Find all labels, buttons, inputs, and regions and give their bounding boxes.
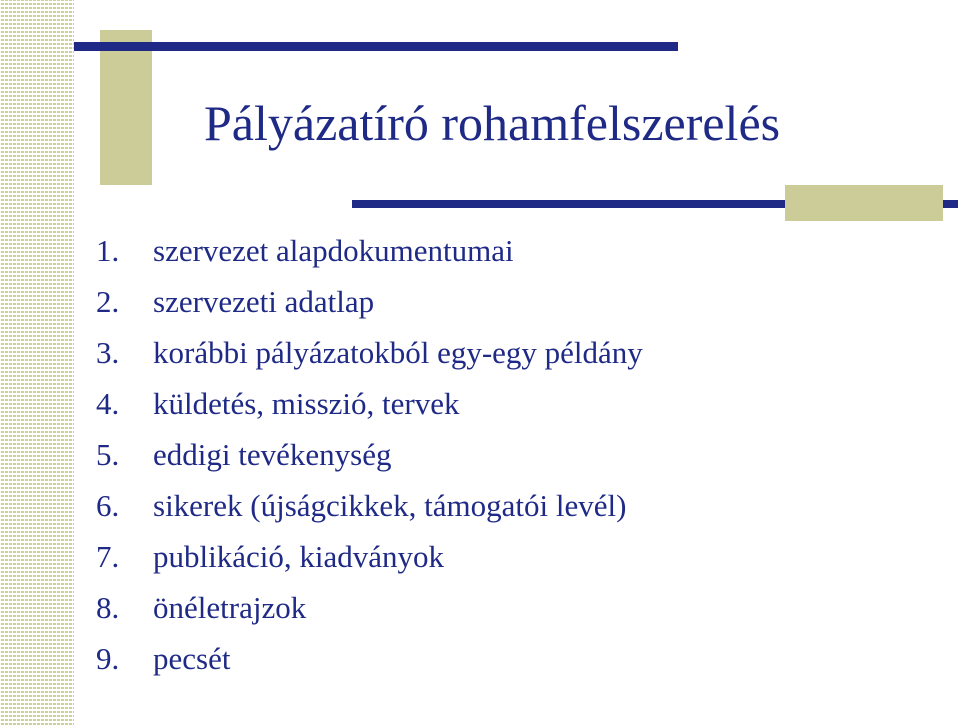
title-accent-block <box>100 30 152 185</box>
list-item <box>96 582 643 633</box>
list-item <box>96 633 643 684</box>
list-item-text: küldetés, misszió, tervek <box>153 386 460 421</box>
list-item-number: 7. <box>96 539 120 574</box>
list-item-number: 3. <box>96 335 120 370</box>
list-item-text: sikerek (újságcikkek, támogatói levél) <box>153 488 627 523</box>
list-item-text: publikáció, kiadványok <box>153 539 444 574</box>
list-item <box>96 480 643 531</box>
list-item <box>96 378 643 429</box>
list-item-number: 2. <box>96 284 120 319</box>
slide-title: Pályázatíró rohamfelszerelés <box>204 95 781 151</box>
list-item-text: szervezeti adatlap <box>153 284 375 319</box>
list-item <box>96 327 643 378</box>
numbered-list <box>96 225 643 684</box>
list-item-text: szervezet alapdokumentumai <box>153 233 514 268</box>
list-item <box>96 531 643 582</box>
list-item-text: korábbi pályázatokból egy-egy példány <box>153 335 643 370</box>
left-decorative-stripe <box>0 0 74 725</box>
list-item-number: 4. <box>96 386 120 421</box>
list-item-number: 8. <box>96 590 120 625</box>
list-item-number: 9. <box>96 641 120 676</box>
list-item <box>96 225 643 276</box>
list-item <box>96 276 643 327</box>
right-accent-block <box>785 185 943 221</box>
list-item-text: pecsét <box>153 641 231 676</box>
list-item <box>96 429 643 480</box>
list-item-number: 5. <box>96 437 120 472</box>
top-rule-line <box>74 42 678 51</box>
list-item-text: eddigi tevékenység <box>153 437 392 472</box>
list-item-text: önéletrajzok <box>153 590 307 625</box>
list-item-number: 1. <box>96 233 120 268</box>
list-item-number: 6. <box>96 488 120 523</box>
